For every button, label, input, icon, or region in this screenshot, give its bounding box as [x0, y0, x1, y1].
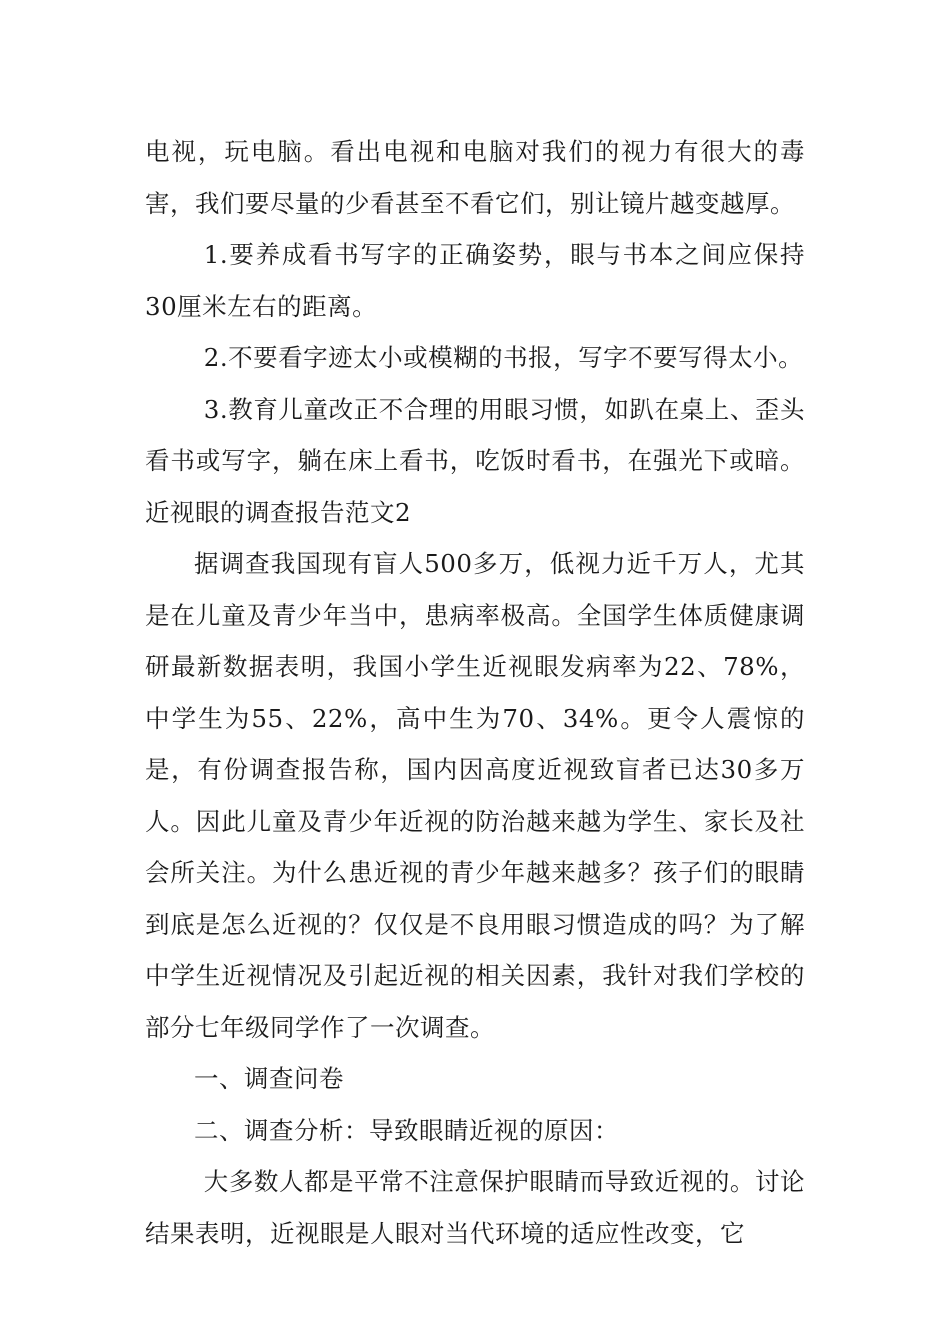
- section-heading-analysis: 二、调查分析：导致眼睛近视的原因：: [194, 1115, 619, 1145]
- paragraph-analysis: 大多数人都是平常不注意保护眼睛而导致近视的。讨论结果表明，近视眼是人眼对当代环境的适应性改变，它: [145, 1167, 805, 1248]
- paragraph-tv-computer: 电视，玩电脑。看出电视和电脑对我们的视力有很大的毒害，我们要尽量的少看甚至不看它们，别让镜片越变越厚。: [145, 137, 805, 218]
- list-item-small-text: 2.不要看字迹太小或模糊的书报，写字不要写得太小。: [203, 343, 804, 372]
- list-item-habits: 3.教育儿童改正不合理的用眼习惯，如趴在桌上、歪头看书或写字，躺在床上看书，吃饭时看书，在强光下或暗。近视眼的调查报告范文2: [145, 394, 805, 527]
- document-body: [145, 126, 805, 1259]
- paragraph-survey-intro: 据调查我国现有盲人500多万，低视力近千万人，尤其是在儿童及青少年当中，患病率极高。全国学生体质健康调研最新数据表明，我国小学生近视眼发病率为22、78%，中学生为55、22%，高中生为70、34%。更令人震惊的是，有份调查报告称，国内因高度近视致盲者已达30多万人。因此儿童及青少年近视的防治越来越为学生、家长及社会所关注。为什么患近视的青少年越来越多？孩子们的眼睛到底是怎么近视的？仅仅是不良用眼习惯造成的吗？为了解中学生近视情况及引起近视的相关因素，我针对我们学校的部分七年级同学作了一次调查。: [145, 549, 805, 1042]
- list-item-posture: 1.要养成看书写字的正确姿势，眼与书本之间应保持30厘米左右的距离。: [145, 240, 805, 321]
- section-heading-questionnaire: 一、调查问卷: [194, 1064, 344, 1093]
